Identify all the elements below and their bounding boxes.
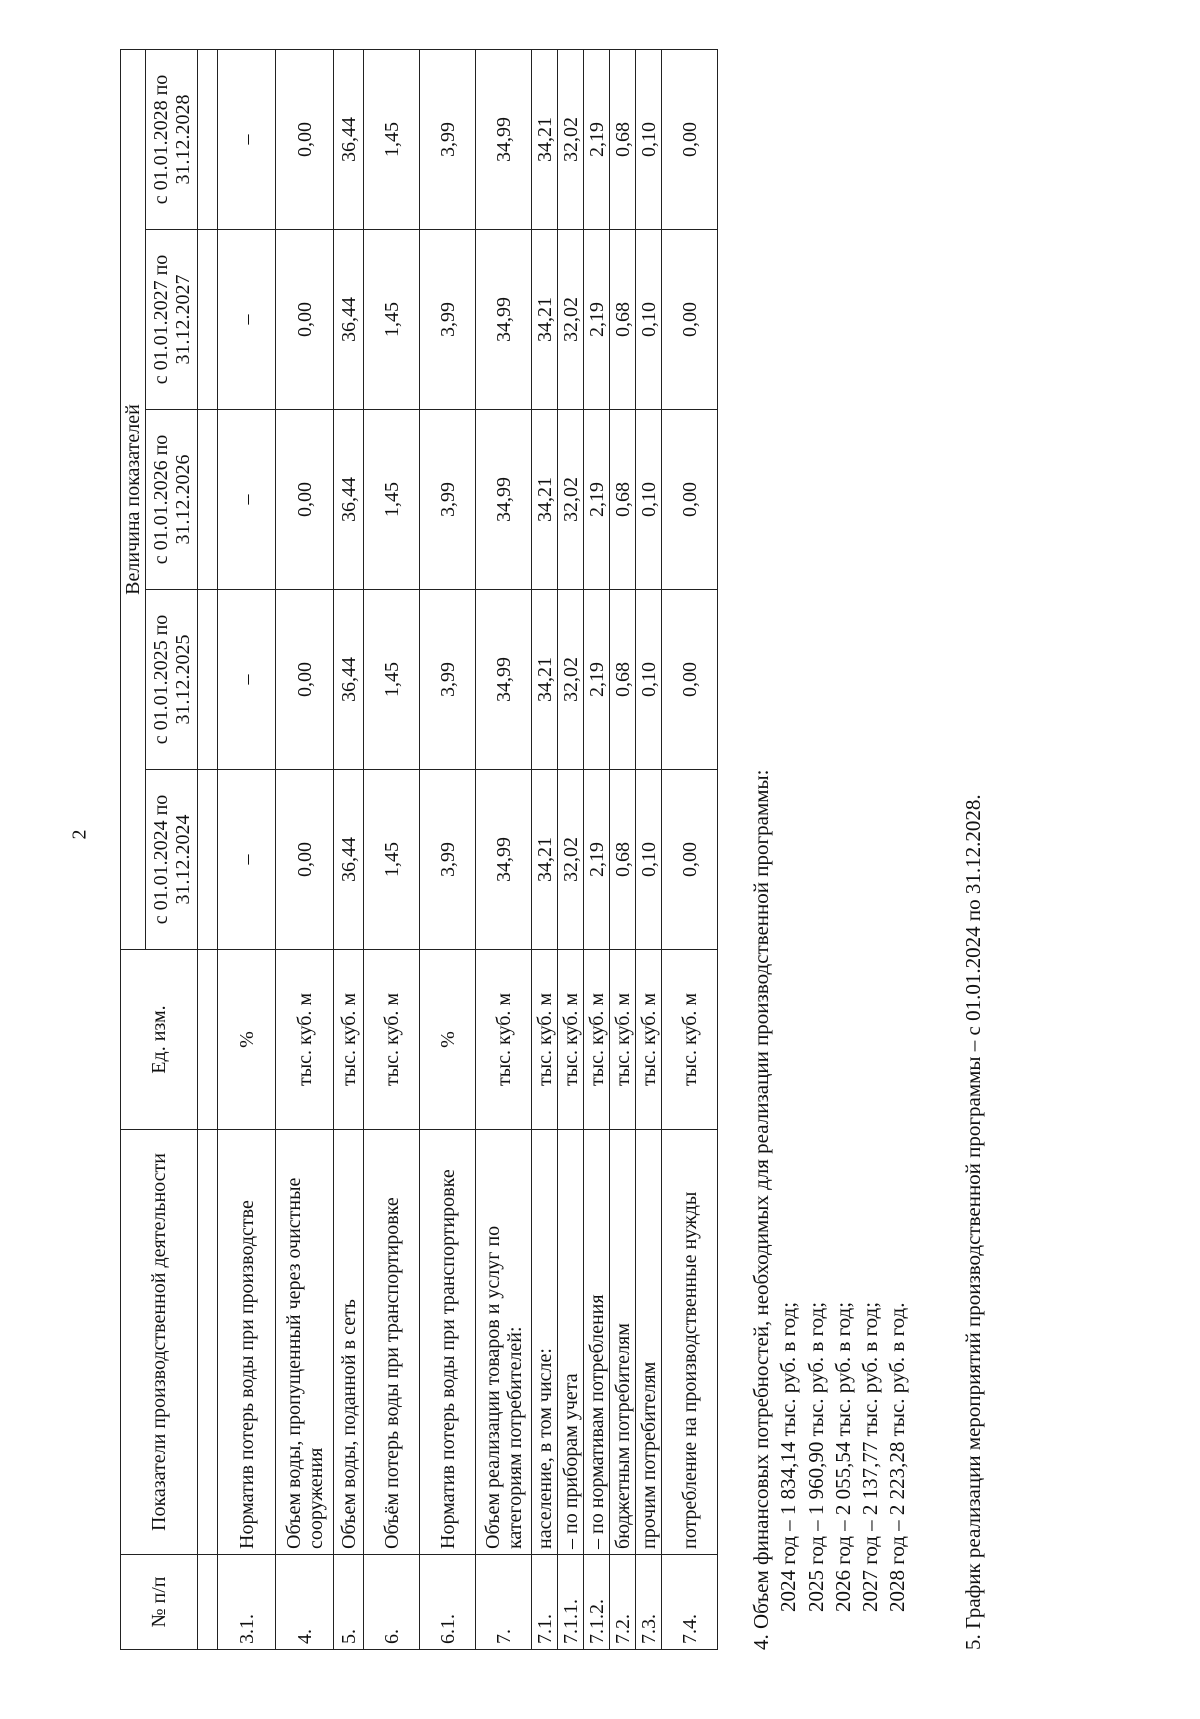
row-value: 0,68 [610, 49, 636, 229]
column-number [198, 590, 218, 770]
row-value: 34,99 [476, 410, 532, 590]
row-value: – [218, 230, 276, 410]
row-num: 7.1.1. [558, 1555, 584, 1650]
column-number [198, 1130, 218, 1555]
row-value: 0,68 [610, 770, 636, 950]
row-num: 7. [476, 1555, 532, 1650]
row-value: 34,21 [532, 49, 558, 229]
row-value: 2,19 [584, 230, 610, 410]
row-name: Объём потерь воды при транспортировке [364, 1130, 420, 1555]
table-row [584, 49, 610, 1649]
financial-line: 2026 год – 2 055,54 тыс. руб. в год; [830, 1301, 855, 1612]
row-unit: тыс. куб. м [476, 950, 532, 1130]
row-num: 6.1. [420, 1555, 476, 1650]
table-row [662, 49, 718, 1649]
table-row [610, 49, 636, 1649]
row-num: 7.1. [532, 1555, 558, 1650]
row-value: 34,21 [532, 410, 558, 590]
row-value: 0,00 [662, 770, 718, 950]
column-number [198, 1555, 218, 1650]
row-value: 1,45 [364, 410, 420, 590]
row-num: 7.3. [636, 1555, 662, 1650]
row-name: – по нормативам потребления [584, 1130, 610, 1555]
section-schedule [960, 794, 987, 1650]
column-number [198, 230, 218, 410]
column-number [198, 770, 218, 950]
row-num: 7.4. [662, 1555, 718, 1650]
row-name: прочим потребителям [636, 1130, 662, 1555]
row-value: 34,21 [532, 770, 558, 950]
row-name: – по приборам учета [558, 1130, 584, 1555]
section-financial-needs [748, 770, 912, 1650]
row-value: 36,44 [334, 49, 364, 229]
header-period: с 01.01.2028 по 31.12.2028 [146, 49, 198, 229]
row-value: 3,99 [420, 49, 476, 229]
row-unit: тыс. куб. м [610, 950, 636, 1130]
row-value: 0,10 [636, 770, 662, 950]
header-period: с 01.01.2027 по 31.12.2027 [146, 230, 198, 410]
row-name: Объем реализации товаров и услуг по категориям потребителей: [476, 1130, 532, 1555]
row-value: 32,02 [558, 770, 584, 950]
row-value: 0,00 [276, 230, 334, 410]
financial-line: 2027 год – 2 137,77 тыс. руб. в год; [858, 1301, 883, 1612]
row-value: 32,02 [558, 230, 584, 410]
row-value: 32,02 [558, 410, 584, 590]
row-value: 0,10 [636, 590, 662, 770]
header-period: с 01.01.2025 по 31.12.2025 [146, 590, 198, 770]
row-value: 1,45 [364, 590, 420, 770]
column-number [198, 950, 218, 1130]
table-row [420, 49, 476, 1649]
row-name: Объем воды, поданной в сеть [334, 1130, 364, 1555]
row-value: 0,00 [276, 590, 334, 770]
row-value: 0,00 [662, 49, 718, 229]
row-value: 0,10 [636, 410, 662, 590]
column-number [198, 49, 218, 229]
row-num: 5. [334, 1555, 364, 1650]
row-value: 2,19 [584, 590, 610, 770]
row-value: 0,68 [610, 230, 636, 410]
row-num: 7.2. [610, 1555, 636, 1650]
financial-line: 2024 год – 1 834,14 тыс. руб. в год; [776, 1301, 801, 1612]
row-name: бюджетным потребителям [610, 1130, 636, 1555]
financial-line: 2028 год – 2 223,28 тыс. руб. в год. [885, 1302, 910, 1612]
section-title: 5. График реализации мероприятий производственной программы – с 01.01.2024 по 31.12.2028. [961, 794, 985, 1650]
row-value: 0,10 [636, 49, 662, 229]
table-row [276, 49, 334, 1649]
row-name: Норматив потерь воды при производстве [218, 1130, 276, 1555]
row-value: – [218, 770, 276, 950]
row-value: 0,00 [276, 770, 334, 950]
row-value: – [218, 410, 276, 590]
row-value: 34,21 [532, 590, 558, 770]
row-value: 34,21 [532, 230, 558, 410]
row-name: Норматив потерь воды при транспортировке [420, 1130, 476, 1555]
row-unit: тыс. куб. м [636, 950, 662, 1130]
row-unit: тыс. куб. м [584, 950, 610, 1130]
row-value: 0,68 [610, 410, 636, 590]
row-unit: тыс. куб. м [662, 950, 718, 1130]
section-title: 4. Объем финансовых потребностей, необходимых для реализации производственной программы: [749, 769, 773, 1650]
row-value: 3,99 [420, 410, 476, 590]
row-unit: % [420, 950, 476, 1130]
row-value: 3,99 [420, 770, 476, 950]
row-unit: тыс. куб. м [532, 950, 558, 1130]
row-value: 2,19 [584, 49, 610, 229]
column-numbers-row [198, 49, 218, 1649]
row-value: 34,99 [476, 590, 532, 770]
financial-line: 2025 год – 1 960,90 тыс. руб. в год; [803, 1301, 828, 1612]
row-unit: % [218, 950, 276, 1130]
table-row [558, 49, 584, 1649]
table-row [532, 49, 558, 1649]
row-value: – [218, 590, 276, 770]
row-value: 0,00 [662, 590, 718, 770]
row-name: Объем воды, пропущенный через очистные сооружения [276, 1130, 334, 1555]
row-value: 1,45 [364, 230, 420, 410]
header-unit: Ед. изм. [121, 950, 198, 1130]
row-value: 3,99 [420, 230, 476, 410]
table-row [334, 49, 364, 1649]
row-name: население, в том числе: [532, 1130, 558, 1555]
row-num: 4. [276, 1555, 334, 1650]
row-value: 1,45 [364, 49, 420, 229]
financial-lines [775, 770, 911, 1650]
table-row [476, 49, 532, 1649]
row-value: 2,19 [584, 410, 610, 590]
column-number [198, 410, 218, 590]
row-value: 36,44 [334, 410, 364, 590]
row-value: 1,45 [364, 770, 420, 950]
row-value: 0,00 [662, 230, 718, 410]
row-unit: тыс. куб. м [334, 950, 364, 1130]
row-unit: тыс. куб. м [558, 950, 584, 1130]
row-value: 0,10 [636, 230, 662, 410]
rotated-content [120, 50, 1140, 1650]
row-value: 3,99 [420, 590, 476, 770]
row-value: 32,02 [558, 590, 584, 770]
page-number: 2 [68, 829, 91, 840]
row-name: потребление на производственные нужды [662, 1130, 718, 1555]
header-group: Величина показателей [121, 49, 146, 949]
row-num: 3.1. [218, 1555, 276, 1650]
row-value: 0,00 [276, 410, 334, 590]
row-value: – [218, 49, 276, 229]
header-name: Показатели производственной деятельности [121, 1130, 198, 1555]
row-unit: тыс. куб. м [276, 950, 334, 1130]
row-value: 36,44 [334, 590, 364, 770]
row-num: 6. [364, 1555, 420, 1650]
header-period: с 01.01.2026 по 31.12.2026 [146, 410, 198, 590]
row-value: 34,99 [476, 770, 532, 950]
table-row [218, 49, 276, 1649]
row-value: 0,68 [610, 590, 636, 770]
header-num: № п/п [121, 1555, 198, 1650]
row-value: 2,19 [584, 770, 610, 950]
row-value: 0,00 [662, 410, 718, 590]
row-value: 34,99 [476, 49, 532, 229]
indicators-table [120, 49, 718, 1650]
row-value: 36,44 [334, 770, 364, 950]
table-row [636, 49, 662, 1649]
row-num: 7.1.2. [584, 1555, 610, 1650]
row-value: 32,02 [558, 49, 584, 229]
table-row [364, 49, 420, 1649]
row-unit: тыс. куб. м [364, 950, 420, 1130]
row-value: 36,44 [334, 230, 364, 410]
header-period: с 01.01.2024 по 31.12.2024 [146, 770, 198, 950]
row-value: 34,99 [476, 230, 532, 410]
row-value: 0,00 [276, 49, 334, 229]
